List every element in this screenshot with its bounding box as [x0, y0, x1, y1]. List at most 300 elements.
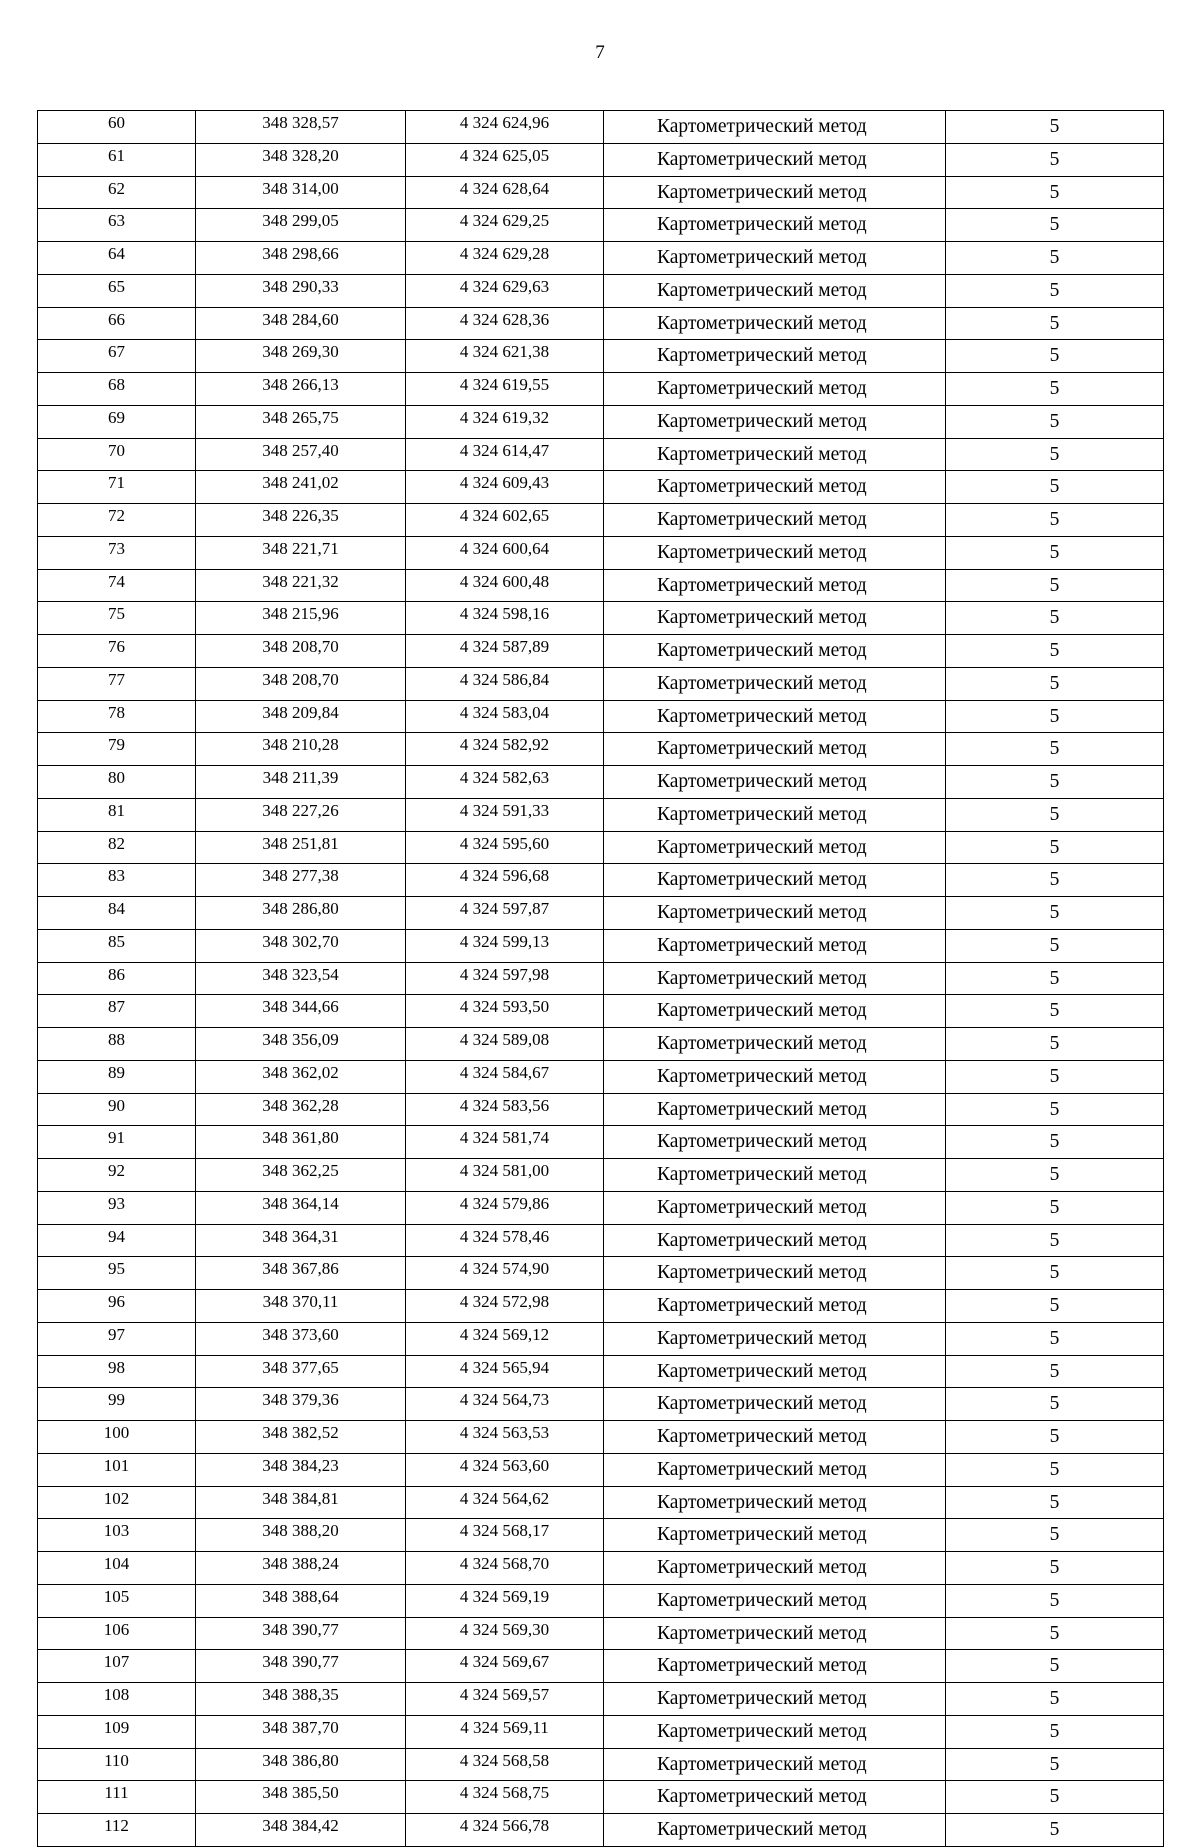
method-cell: Картометрический метод [604, 1421, 946, 1454]
accuracy-cell: 5 [946, 864, 1164, 897]
point-number-cell: 80 [38, 766, 196, 799]
x-coordinate-cell: 348 373,60 [196, 1322, 406, 1355]
y-coordinate-cell: 4 324 568,17 [406, 1519, 604, 1552]
table-row [38, 1584, 1164, 1617]
point-number-cell: 81 [38, 798, 196, 831]
method-cell: Картометрический метод [604, 1781, 946, 1814]
x-coordinate-cell: 348 302,70 [196, 929, 406, 962]
table-row [38, 209, 1164, 242]
table-row [38, 1552, 1164, 1585]
point-number-cell: 103 [38, 1519, 196, 1552]
x-coordinate-cell: 348 390,77 [196, 1617, 406, 1650]
y-coordinate-cell: 4 324 609,43 [406, 471, 604, 504]
method-cell: Картометрический метод [604, 1355, 946, 1388]
y-coordinate-cell: 4 324 598,16 [406, 602, 604, 635]
point-number-cell: 66 [38, 307, 196, 340]
accuracy-cell: 5 [946, 897, 1164, 930]
y-coordinate-cell: 4 324 564,62 [406, 1486, 604, 1519]
table-row [38, 602, 1164, 635]
x-coordinate-cell: 348 384,23 [196, 1453, 406, 1486]
method-cell: Картометрический метод [604, 1617, 946, 1650]
y-coordinate-cell: 4 324 625,05 [406, 143, 604, 176]
table-row [38, 1748, 1164, 1781]
y-coordinate-cell: 4 324 587,89 [406, 635, 604, 668]
y-coordinate-cell: 4 324 583,04 [406, 700, 604, 733]
x-coordinate-cell: 348 377,65 [196, 1355, 406, 1388]
table-row [38, 1486, 1164, 1519]
method-cell: Картометрический метод [604, 1028, 946, 1061]
y-coordinate-cell: 4 324 614,47 [406, 438, 604, 471]
accuracy-cell: 5 [946, 274, 1164, 307]
method-cell: Картометрический метод [604, 373, 946, 406]
accuracy-cell: 5 [946, 766, 1164, 799]
method-cell: Картометрический метод [604, 635, 946, 668]
y-coordinate-cell: 4 324 582,92 [406, 733, 604, 766]
method-cell: Картометрический метод [604, 1486, 946, 1519]
x-coordinate-cell: 348 221,71 [196, 536, 406, 569]
x-coordinate-cell: 348 379,36 [196, 1388, 406, 1421]
point-number-cell: 102 [38, 1486, 196, 1519]
y-coordinate-cell: 4 324 565,94 [406, 1355, 604, 1388]
accuracy-cell: 5 [946, 111, 1164, 144]
table-row [38, 733, 1164, 766]
method-cell: Картометрический метод [604, 1224, 946, 1257]
point-number-cell: 107 [38, 1650, 196, 1683]
y-coordinate-cell: 4 324 600,64 [406, 536, 604, 569]
y-coordinate-cell: 4 324 568,70 [406, 1552, 604, 1585]
x-coordinate-cell: 348 208,70 [196, 667, 406, 700]
x-coordinate-cell: 348 388,24 [196, 1552, 406, 1585]
point-number-cell: 112 [38, 1814, 196, 1847]
x-coordinate-cell: 348 384,81 [196, 1486, 406, 1519]
point-number-cell: 75 [38, 602, 196, 635]
accuracy-cell: 5 [946, 1322, 1164, 1355]
table-row [38, 1617, 1164, 1650]
accuracy-cell: 5 [946, 209, 1164, 242]
y-coordinate-cell: 4 324 563,53 [406, 1421, 604, 1454]
point-number-cell: 111 [38, 1781, 196, 1814]
point-number-cell: 92 [38, 1159, 196, 1192]
method-cell: Картометрический метод [604, 242, 946, 275]
table-row [38, 831, 1164, 864]
accuracy-cell: 5 [946, 831, 1164, 864]
accuracy-cell: 5 [946, 569, 1164, 602]
x-coordinate-cell: 348 386,80 [196, 1748, 406, 1781]
table-row [38, 1650, 1164, 1683]
y-coordinate-cell: 4 324 586,84 [406, 667, 604, 700]
table-row [38, 536, 1164, 569]
point-number-cell: 72 [38, 504, 196, 537]
method-cell: Картометрический метод [604, 405, 946, 438]
x-coordinate-cell: 348 387,70 [196, 1715, 406, 1748]
accuracy-cell: 5 [946, 1355, 1164, 1388]
accuracy-cell: 5 [946, 798, 1164, 831]
y-coordinate-cell: 4 324 569,67 [406, 1650, 604, 1683]
method-cell: Картометрический метод [604, 1748, 946, 1781]
table-row [38, 176, 1164, 209]
method-cell: Картометрический метод [604, 176, 946, 209]
point-number-cell: 100 [38, 1421, 196, 1454]
accuracy-cell: 5 [946, 700, 1164, 733]
table-row [38, 1814, 1164, 1847]
x-coordinate-cell: 348 388,20 [196, 1519, 406, 1552]
x-coordinate-cell: 348 362,02 [196, 1060, 406, 1093]
method-cell: Картометрический метод [604, 733, 946, 766]
accuracy-cell: 5 [946, 1126, 1164, 1159]
y-coordinate-cell: 4 324 600,48 [406, 569, 604, 602]
method-cell: Картометрический метод [604, 831, 946, 864]
table-row [38, 471, 1164, 504]
table-row [38, 995, 1164, 1028]
y-coordinate-cell: 4 324 593,50 [406, 995, 604, 1028]
point-number-cell: 76 [38, 635, 196, 668]
point-number-cell: 84 [38, 897, 196, 930]
point-number-cell: 88 [38, 1028, 196, 1061]
method-cell: Картометрический метод [604, 1322, 946, 1355]
accuracy-cell: 5 [946, 1421, 1164, 1454]
point-number-cell: 82 [38, 831, 196, 864]
method-cell: Картометрический метод [604, 1126, 946, 1159]
accuracy-cell: 5 [946, 602, 1164, 635]
y-coordinate-cell: 4 324 569,12 [406, 1322, 604, 1355]
y-coordinate-cell: 4 324 596,68 [406, 864, 604, 897]
point-number-cell: 96 [38, 1290, 196, 1323]
accuracy-cell: 5 [946, 1683, 1164, 1716]
y-coordinate-cell: 4 324 572,98 [406, 1290, 604, 1323]
table-row [38, 798, 1164, 831]
accuracy-cell: 5 [946, 307, 1164, 340]
accuracy-cell: 5 [946, 438, 1164, 471]
accuracy-cell: 5 [946, 667, 1164, 700]
table-row [38, 504, 1164, 537]
y-coordinate-cell: 4 324 619,55 [406, 373, 604, 406]
x-coordinate-cell: 348 257,40 [196, 438, 406, 471]
method-cell: Картометрический метод [604, 1683, 946, 1716]
point-number-cell: 97 [38, 1322, 196, 1355]
table-row [38, 569, 1164, 602]
point-number-cell: 71 [38, 471, 196, 504]
x-coordinate-cell: 348 290,33 [196, 274, 406, 307]
y-coordinate-cell: 4 324 628,36 [406, 307, 604, 340]
x-coordinate-cell: 348 241,02 [196, 471, 406, 504]
x-coordinate-cell: 348 266,13 [196, 373, 406, 406]
method-cell: Картометрический метод [604, 1093, 946, 1126]
method-cell: Картометрический метод [604, 929, 946, 962]
accuracy-cell: 5 [946, 995, 1164, 1028]
point-number-cell: 98 [38, 1355, 196, 1388]
table-row [38, 929, 1164, 962]
accuracy-cell: 5 [946, 1617, 1164, 1650]
method-cell: Картометрический метод [604, 1060, 946, 1093]
y-coordinate-cell: 4 324 599,13 [406, 929, 604, 962]
y-coordinate-cell: 4 324 578,46 [406, 1224, 604, 1257]
point-number-cell: 85 [38, 929, 196, 962]
method-cell: Картометрический метод [604, 307, 946, 340]
accuracy-cell: 5 [946, 1650, 1164, 1683]
y-coordinate-cell: 4 324 589,08 [406, 1028, 604, 1061]
y-coordinate-cell: 4 324 619,32 [406, 405, 604, 438]
y-coordinate-cell: 4 324 597,98 [406, 962, 604, 995]
y-coordinate-cell: 4 324 569,57 [406, 1683, 604, 1716]
table-row [38, 667, 1164, 700]
accuracy-cell: 5 [946, 242, 1164, 275]
x-coordinate-cell: 348 284,60 [196, 307, 406, 340]
x-coordinate-cell: 348 211,39 [196, 766, 406, 799]
point-number-cell: 94 [38, 1224, 196, 1257]
table-row [38, 962, 1164, 995]
method-cell: Картометрический метод [604, 1650, 946, 1683]
point-number-cell: 61 [38, 143, 196, 176]
point-number-cell: 63 [38, 209, 196, 242]
table-row [38, 1093, 1164, 1126]
method-cell: Картометрический метод [604, 798, 946, 831]
y-coordinate-cell: 4 324 582,63 [406, 766, 604, 799]
accuracy-cell: 5 [946, 1519, 1164, 1552]
method-cell: Картометрический метод [604, 667, 946, 700]
point-number-cell: 105 [38, 1584, 196, 1617]
x-coordinate-cell: 348 362,28 [196, 1093, 406, 1126]
accuracy-cell: 5 [946, 504, 1164, 537]
accuracy-cell: 5 [946, 176, 1164, 209]
accuracy-cell: 5 [946, 471, 1164, 504]
method-cell: Картометрический метод [604, 438, 946, 471]
x-coordinate-cell: 348 384,42 [196, 1814, 406, 1847]
table-row [38, 242, 1164, 275]
x-coordinate-cell: 348 367,86 [196, 1257, 406, 1290]
x-coordinate-cell: 348 370,11 [196, 1290, 406, 1323]
point-number-cell: 101 [38, 1453, 196, 1486]
accuracy-cell: 5 [946, 1453, 1164, 1486]
y-coordinate-cell: 4 324 629,25 [406, 209, 604, 242]
method-cell: Картометрический метод [604, 274, 946, 307]
point-number-cell: 104 [38, 1552, 196, 1585]
method-cell: Картометрический метод [604, 209, 946, 242]
x-coordinate-cell: 348 299,05 [196, 209, 406, 242]
x-coordinate-cell: 348 226,35 [196, 504, 406, 537]
point-number-cell: 110 [38, 1748, 196, 1781]
y-coordinate-cell: 4 324 566,78 [406, 1814, 604, 1847]
x-coordinate-cell: 348 265,75 [196, 405, 406, 438]
y-coordinate-cell: 4 324 595,60 [406, 831, 604, 864]
x-coordinate-cell: 348 208,70 [196, 635, 406, 668]
table-row [38, 111, 1164, 144]
point-number-cell: 87 [38, 995, 196, 1028]
y-coordinate-cell: 4 324 602,65 [406, 504, 604, 537]
y-coordinate-cell: 4 324 581,74 [406, 1126, 604, 1159]
y-coordinate-cell: 4 324 628,64 [406, 176, 604, 209]
y-coordinate-cell: 4 324 574,90 [406, 1257, 604, 1290]
method-cell: Картометрический метод [604, 1453, 946, 1486]
accuracy-cell: 5 [946, 1224, 1164, 1257]
point-number-cell: 109 [38, 1715, 196, 1748]
point-number-cell: 60 [38, 111, 196, 144]
point-number-cell: 62 [38, 176, 196, 209]
accuracy-cell: 5 [946, 635, 1164, 668]
accuracy-cell: 5 [946, 1584, 1164, 1617]
accuracy-cell: 5 [946, 1028, 1164, 1061]
point-number-cell: 108 [38, 1683, 196, 1716]
table-row [38, 1421, 1164, 1454]
method-cell: Картометрический метод [604, 504, 946, 537]
accuracy-cell: 5 [946, 1388, 1164, 1421]
table-row [38, 1683, 1164, 1716]
y-coordinate-cell: 4 324 569,11 [406, 1715, 604, 1748]
y-coordinate-cell: 4 324 568,58 [406, 1748, 604, 1781]
point-number-cell: 67 [38, 340, 196, 373]
method-cell: Картометрический метод [604, 111, 946, 144]
x-coordinate-cell: 348 209,84 [196, 700, 406, 733]
x-coordinate-cell: 348 388,35 [196, 1683, 406, 1716]
point-number-cell: 64 [38, 242, 196, 275]
x-coordinate-cell: 348 323,54 [196, 962, 406, 995]
accuracy-cell: 5 [946, 1290, 1164, 1323]
y-coordinate-cell: 4 324 564,73 [406, 1388, 604, 1421]
accuracy-cell: 5 [946, 1159, 1164, 1192]
point-number-cell: 106 [38, 1617, 196, 1650]
point-number-cell: 93 [38, 1191, 196, 1224]
y-coordinate-cell: 4 324 568,75 [406, 1781, 604, 1814]
x-coordinate-cell: 348 344,66 [196, 995, 406, 1028]
table-row [38, 438, 1164, 471]
x-coordinate-cell: 348 215,96 [196, 602, 406, 635]
y-coordinate-cell: 4 324 629,63 [406, 274, 604, 307]
method-cell: Картометрический метод [604, 700, 946, 733]
method-cell: Картометрический метод [604, 569, 946, 602]
y-coordinate-cell: 4 324 629,28 [406, 242, 604, 275]
point-number-cell: 95 [38, 1257, 196, 1290]
table-row [38, 340, 1164, 373]
method-cell: Картометрический метод [604, 897, 946, 930]
accuracy-cell: 5 [946, 536, 1164, 569]
table-row [38, 1290, 1164, 1323]
x-coordinate-cell: 348 382,52 [196, 1421, 406, 1454]
x-coordinate-cell: 348 269,30 [196, 340, 406, 373]
accuracy-cell: 5 [946, 1093, 1164, 1126]
method-cell: Картометрический метод [604, 536, 946, 569]
table-row [38, 1388, 1164, 1421]
point-number-cell: 65 [38, 274, 196, 307]
point-number-cell: 99 [38, 1388, 196, 1421]
method-cell: Картометрический метод [604, 1584, 946, 1617]
point-number-cell: 77 [38, 667, 196, 700]
x-coordinate-cell: 348 328,57 [196, 111, 406, 144]
accuracy-cell: 5 [946, 1781, 1164, 1814]
coordinates-table-body [38, 111, 1164, 1847]
table-row [38, 1257, 1164, 1290]
table-row [38, 1715, 1164, 1748]
method-cell: Картометрический метод [604, 766, 946, 799]
table-row [38, 700, 1164, 733]
method-cell: Картометрический метод [604, 602, 946, 635]
x-coordinate-cell: 348 277,38 [196, 864, 406, 897]
x-coordinate-cell: 348 314,00 [196, 176, 406, 209]
y-coordinate-cell: 4 324 584,67 [406, 1060, 604, 1093]
x-coordinate-cell: 348 364,31 [196, 1224, 406, 1257]
table-row [38, 1519, 1164, 1552]
table-row [38, 766, 1164, 799]
y-coordinate-cell: 4 324 583,56 [406, 1093, 604, 1126]
table-row [38, 1453, 1164, 1486]
accuracy-cell: 5 [946, 1748, 1164, 1781]
point-number-cell: 70 [38, 438, 196, 471]
x-coordinate-cell: 348 356,09 [196, 1028, 406, 1061]
y-coordinate-cell: 4 324 569,19 [406, 1584, 604, 1617]
y-coordinate-cell: 4 324 563,60 [406, 1453, 604, 1486]
method-cell: Картометрический метод [604, 995, 946, 1028]
x-coordinate-cell: 348 210,28 [196, 733, 406, 766]
accuracy-cell: 5 [946, 143, 1164, 176]
method-cell: Картометрический метод [604, 340, 946, 373]
method-cell: Картометрический метод [604, 864, 946, 897]
y-coordinate-cell: 4 324 597,87 [406, 897, 604, 930]
table-row [38, 1159, 1164, 1192]
x-coordinate-cell: 348 251,81 [196, 831, 406, 864]
point-number-cell: 68 [38, 373, 196, 406]
table-row [38, 373, 1164, 406]
table-row [38, 143, 1164, 176]
accuracy-cell: 5 [946, 340, 1164, 373]
accuracy-cell: 5 [946, 1715, 1164, 1748]
y-coordinate-cell: 4 324 581,00 [406, 1159, 604, 1192]
method-cell: Картометрический метод [604, 1715, 946, 1748]
x-coordinate-cell: 348 227,26 [196, 798, 406, 831]
y-coordinate-cell: 4 324 591,33 [406, 798, 604, 831]
point-number-cell: 83 [38, 864, 196, 897]
table-row [38, 307, 1164, 340]
x-coordinate-cell: 348 286,80 [196, 897, 406, 930]
method-cell: Картометрический метод [604, 143, 946, 176]
method-cell: Картометрический метод [604, 1191, 946, 1224]
table-row [38, 1781, 1164, 1814]
point-number-cell: 74 [38, 569, 196, 602]
y-coordinate-cell: 4 324 621,38 [406, 340, 604, 373]
table-row [38, 1224, 1164, 1257]
x-coordinate-cell: 348 362,25 [196, 1159, 406, 1192]
accuracy-cell: 5 [946, 405, 1164, 438]
table-row [38, 405, 1164, 438]
coordinates-table [37, 110, 1164, 1847]
method-cell: Картометрический метод [604, 1388, 946, 1421]
x-coordinate-cell: 348 221,32 [196, 569, 406, 602]
point-number-cell: 69 [38, 405, 196, 438]
x-coordinate-cell: 348 364,14 [196, 1191, 406, 1224]
table-row [38, 864, 1164, 897]
table-row [38, 1191, 1164, 1224]
accuracy-cell: 5 [946, 1814, 1164, 1847]
accuracy-cell: 5 [946, 1552, 1164, 1585]
method-cell: Картометрический метод [604, 1519, 946, 1552]
x-coordinate-cell: 348 390,77 [196, 1650, 406, 1683]
point-number-cell: 91 [38, 1126, 196, 1159]
method-cell: Картометрический метод [604, 1290, 946, 1323]
method-cell: Картометрический метод [604, 1159, 946, 1192]
point-number-cell: 90 [38, 1093, 196, 1126]
table-row [38, 1060, 1164, 1093]
method-cell: Картометрический метод [604, 471, 946, 504]
accuracy-cell: 5 [946, 733, 1164, 766]
table-row [38, 1028, 1164, 1061]
method-cell: Картометрический метод [604, 1552, 946, 1585]
x-coordinate-cell: 348 385,50 [196, 1781, 406, 1814]
method-cell: Картометрический метод [604, 1257, 946, 1290]
point-number-cell: 79 [38, 733, 196, 766]
point-number-cell: 89 [38, 1060, 196, 1093]
method-cell: Картометрический метод [604, 962, 946, 995]
accuracy-cell: 5 [946, 1191, 1164, 1224]
y-coordinate-cell: 4 324 569,30 [406, 1617, 604, 1650]
table-row [38, 635, 1164, 668]
y-coordinate-cell: 4 324 624,96 [406, 111, 604, 144]
